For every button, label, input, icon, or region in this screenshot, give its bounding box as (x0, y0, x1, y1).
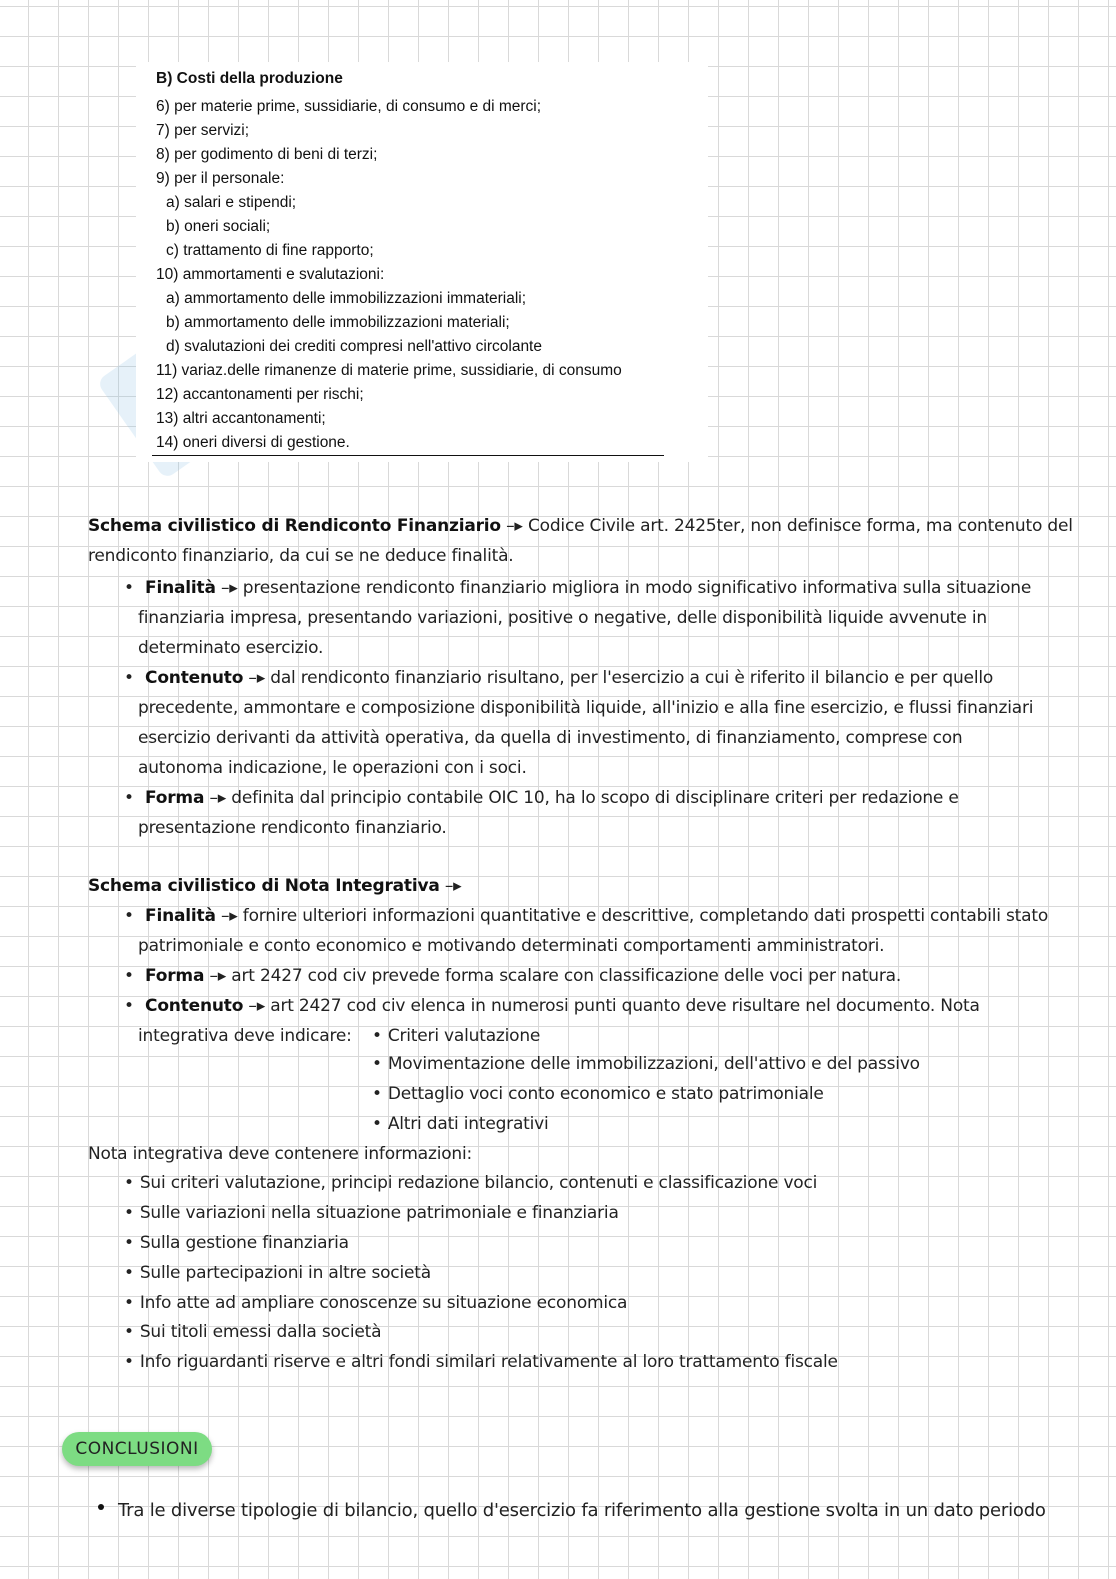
rendiconto-heading: Schema civilistico di Rendiconto Finanziario (88, 516, 501, 536)
cost-subitem: d) svalutazioni dei crediti compresi nell'attivo circolante (166, 338, 542, 355)
list-item: • Criteri valutazione (372, 1026, 540, 1046)
text-line: finanziaria impresa, presentando variazioni, positive o negative, delle disponibilità liquide avvenute in (138, 608, 987, 628)
text-line: integrativa deve indicare: (138, 1026, 352, 1046)
table-bottom-rule (152, 455, 664, 456)
cost-item: 12) accantonamenti per rischi; (156, 386, 364, 403)
rendiconto-intro-cont: rendiconto finanziario, da cui se ne deduce finalità. (88, 546, 514, 566)
arrow-icon: –▸ (220, 906, 243, 926)
cost-item: 8) per godimento di beni di terzi; (156, 146, 378, 163)
cost-subitem: c) trattamento di fine rapporto; (166, 242, 374, 259)
arrow-icon: –▸ (506, 516, 528, 536)
list-item: • Sui titoli emessi dalla società (124, 1322, 381, 1342)
arrow-icon: –▸ (248, 668, 271, 688)
contenuto-label: Contenuto (145, 668, 244, 688)
costs-of-production-table (136, 62, 708, 462)
cost-subitem: a) ammortamento delle immobilizzazioni immateriali; (166, 290, 527, 307)
rendiconto-finalita (124, 578, 1031, 598)
arrow-icon: –▸ (209, 788, 232, 808)
cost-item: 14) oneri diversi di gestione. (156, 434, 350, 451)
text-line: presentazione rendiconto finanziario. (138, 818, 447, 838)
contenuto-text: dal rendiconto finanziario risultano, per l'esercizio a cui è riferito il bilancio e per quello (270, 668, 994, 688)
list-item: • Info riguardanti riserve e altri fondi similari relativamente al loro trattamento fiscale (124, 1352, 838, 1372)
nota-heading: Schema civilistico di Nota Integrativa (88, 876, 440, 896)
list-item: • Sulle partecipazioni in altre società (124, 1263, 431, 1283)
cost-subitem: b) ammortamento delle immobilizzazioni materiali; (166, 314, 510, 331)
arrow-icon: –▸ (248, 996, 271, 1016)
text-line: esercizio derivanti da attività operativa, da quella di investimento, di finanziamento, comprese con (138, 728, 963, 748)
conclusioni-text: Tra le diverse tipologie di bilancio, quello d'esercizio fa riferimento alla gestione svolta in un dato periodo (118, 1500, 1046, 1521)
rendiconto-forma (124, 788, 959, 808)
list-item: • Altri dati integrativi (372, 1114, 549, 1134)
cost-subitem: b) oneri sociali; (166, 218, 271, 235)
contenuto-label: Contenuto (145, 996, 244, 1016)
list-item: • Sui criteri valutazione, principi redazione bilancio, contenuti e classificazione voci (124, 1173, 817, 1193)
finalita-label: Finalità (145, 578, 216, 598)
nota-info-heading: Nota integrativa deve contenere informazioni: (88, 1144, 473, 1164)
costs-title: B) Costi della produzione (156, 70, 343, 87)
finalita-label: Finalità (145, 906, 216, 926)
forma-label: Forma (145, 788, 205, 808)
forma-text: art 2427 cod civ prevede forma scalare con classificazione delle voci per natura. (231, 966, 902, 986)
arrow-icon: –▸ (444, 876, 462, 896)
text-line: patrimoniale e conto economico e motivando determinati comportamenti amministratori. (138, 936, 885, 956)
rendiconto-intro: Codice Civile art. 2425ter, non definisce forma, ma contenuto del (527, 516, 1073, 536)
nota-finalita (124, 906, 1048, 926)
forma-text: definita dal principio contabile OIC 10, ha lo scopo di disciplinare criteri per redazione e (231, 788, 959, 808)
cost-item: 11) variaz.delle rimanenze di materie prime, sussidiarie, di consumo (156, 362, 622, 379)
text-line: determinato esercizio. (138, 638, 324, 658)
finalita-text: fornire ulteriori informazioni quantitative e descrittive, completando dati prospetti contabili stato (242, 906, 1049, 926)
contenuto-text: art 2427 cod civ elenca in numerosi punti quanto deve risultare nel documento. Nota (270, 996, 980, 1016)
cost-item: 13) altri accantonamenti; (156, 410, 326, 427)
cost-item: 6) per materie prime, sussidiarie, di consumo e di merci; (156, 98, 542, 115)
list-item: • Sulle variazioni nella situazione patrimoniale e finanziaria (124, 1203, 619, 1223)
rendiconto-contenuto (124, 668, 993, 688)
nota-forma (124, 966, 901, 986)
list-item: • Sulla gestione finanziaria (124, 1233, 349, 1253)
cost-item: 9) per il personale: (156, 170, 285, 187)
arrow-icon: –▸ (220, 578, 243, 598)
conclusioni-badge: CONCLUSIONI (62, 1432, 212, 1466)
nota-heading-line (88, 876, 461, 896)
finalita-text: presentazione rendiconto finanziario migliora in modo significativo informativa sulla situazione (242, 578, 1032, 598)
arrow-icon: –▸ (209, 966, 232, 986)
rendiconto-heading-line (88, 516, 1073, 536)
text-line: precedente, ammontare e composizione disponibilità liquide, all'inizio e alla fine esercizio, e flussi finanziari (138, 698, 1034, 718)
cost-item: 7) per servizi; (156, 122, 250, 139)
list-item: • Dettaglio voci conto economico e stato patrimoniale (372, 1084, 824, 1104)
text-line: autonoma indicazione, le operazioni con i soci. (138, 758, 527, 778)
list-item: • Info atte ad ampliare conoscenze su situazione economica (124, 1293, 627, 1313)
list-item: • Movimentazione delle immobilizzazioni, dell'attivo e del passivo (372, 1054, 920, 1074)
nota-contenuto (124, 996, 980, 1016)
cost-subitem: a) salari e stipendi; (166, 194, 297, 211)
bullet-dot (98, 1504, 104, 1510)
forma-label: Forma (145, 966, 205, 986)
cost-item: 10) ammortamenti e svalutazioni: (156, 266, 385, 283)
